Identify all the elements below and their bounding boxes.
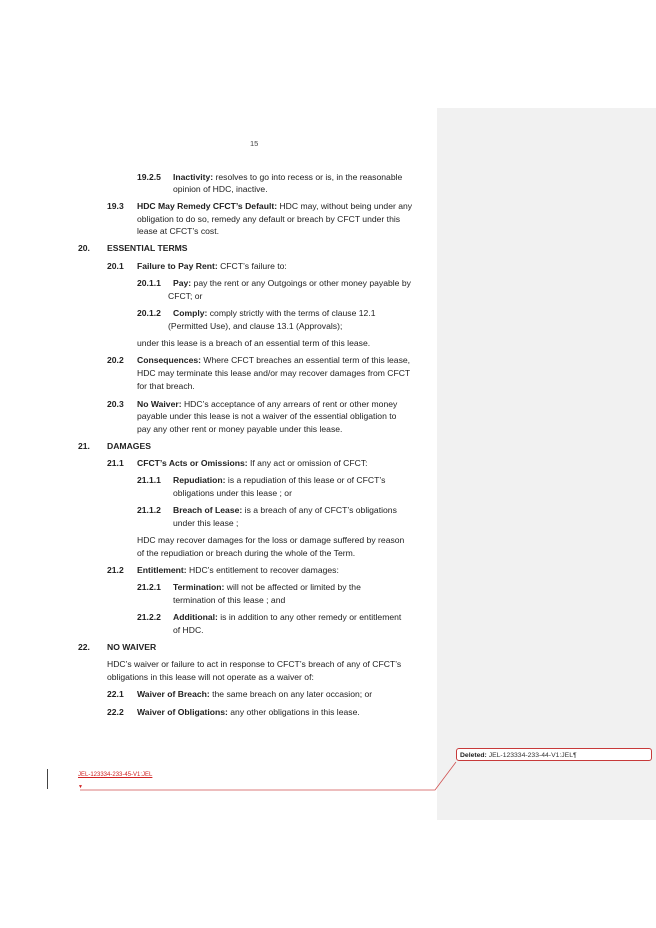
clause-number: 21.1.2	[137, 505, 161, 515]
clause-text: HDC may, without being under any	[277, 201, 413, 211]
clause-title: Breach of Lease:	[173, 505, 243, 515]
clause-title: Repudiation:	[173, 475, 226, 485]
clause-number: 20.1.2	[137, 308, 161, 318]
clause-number: 21.1.1	[137, 475, 161, 485]
clause-text: is a repudiation of this lease or of CFCT’s	[225, 475, 386, 485]
body-line: for that breach.	[137, 381, 195, 391]
clause-title: CFCT’s Acts or Omissions:	[137, 458, 248, 468]
clause-number: 21.1	[107, 458, 124, 468]
body-line: opinion of HDC, inactive.	[173, 184, 268, 194]
comment-value: JEL-123334-233-44-V1:JEL¶	[486, 752, 577, 759]
clause-title: Inactivity:	[173, 172, 214, 182]
clause-title: DAMAGES	[107, 441, 151, 451]
clause-text: resolves to go into recess or is, in the reasonable	[213, 172, 403, 182]
clause-number: 20.1.1	[137, 278, 161, 288]
body-line: under this lease ;	[173, 518, 239, 528]
clause-number: 20.3	[107, 399, 124, 409]
clause-title: Waiver of Breach:	[137, 689, 210, 699]
clause-text: HDC’s entitlement to recover damages:	[186, 565, 339, 575]
clause-text: will not be affected or limited by the	[224, 582, 361, 592]
clause-number: 20.	[78, 243, 90, 253]
body-line: of HDC.	[173, 625, 204, 635]
clause-title: NO WAIVER	[107, 642, 157, 652]
clause-number: 21.2.1	[137, 582, 161, 592]
body-line: obligation to do so, remedy any default or breach by CFCT under this	[137, 214, 401, 224]
clause-text: any other obligations in this lease.	[227, 707, 360, 717]
clause-title: Comply:	[173, 308, 208, 318]
clause-number: 19.3	[107, 201, 124, 211]
footer-doc-code: JEL-123334-233-45-V1:JEL	[78, 772, 153, 778]
clause-number: 21.2.2	[137, 612, 161, 622]
body-line: obligations under this lease ; or	[173, 488, 292, 498]
clause-number: 19.2.5	[137, 172, 161, 182]
deleted-comment-balloon[interactable]	[456, 748, 652, 761]
clause-text: pay the rent or any Outgoings or other money payable by	[191, 278, 411, 288]
clause-number: 22.1	[107, 689, 124, 699]
clause-text: is in addition to any other remedy or entitlement	[217, 612, 402, 622]
body-line: CFCT; or	[168, 291, 203, 301]
footer-marker: ▼	[78, 784, 83, 790]
body-line: obligations in this lease will not operate as a waiver of:	[107, 672, 314, 682]
clause-number: 20.2	[107, 355, 124, 365]
clause-title: HDC May Remedy CFCT’s Default:	[137, 201, 278, 211]
page-number: 15	[250, 139, 259, 148]
body-line: of the repudiation or breach during the whole of the Term.	[137, 548, 356, 558]
clause-text: the same breach on any later occasion; or	[209, 689, 373, 699]
body-line: (Permitted Use), and clause 13.1 (Approvals);	[168, 321, 343, 331]
clause-title: Failure to Pay Rent:	[137, 261, 218, 271]
body-line: pay any other rent or money payable under this lease.	[137, 424, 343, 434]
body-line: HDC’s waiver or failure to act in response to CFCT’s breach of any of CFCT’s	[107, 659, 402, 669]
clause-number: 22.	[78, 642, 90, 652]
clause-text: HDC’s acceptance of any arrears of rent or other money	[181, 399, 398, 409]
clause-number: 22.2	[107, 707, 124, 717]
clause-number: 21.	[78, 441, 90, 451]
clause-number: 20.1	[107, 261, 124, 271]
clause-title: Entitlement:	[137, 565, 187, 575]
clause-title: No Waiver:	[137, 399, 182, 409]
clause-text: If any act or omission of CFCT:	[247, 458, 368, 468]
clause-title: ESSENTIAL TERMS	[107, 243, 188, 253]
clause-title: Termination:	[173, 582, 225, 592]
body-line: under this lease is a breach of an essential term of this lease.	[137, 338, 371, 348]
clause-title: Consequences:	[137, 355, 201, 365]
clause-title: Pay:	[173, 278, 192, 288]
clause-title: Waiver of Obligations:	[137, 707, 228, 717]
comment-label: Deleted:	[460, 752, 487, 759]
body-line: termination of this lease ; and	[173, 595, 286, 605]
clause-text: comply strictly with the terms of clause 12.1	[207, 308, 376, 318]
body-line: payable under this lease is not a waiver of the essential obligation to	[137, 411, 397, 421]
body-line: HDC may terminate this lease and/or may recover damages from CFCT	[137, 368, 411, 378]
clause-number: 21.2	[107, 565, 124, 575]
body-line: HDC may recover damages for the loss or damage suffered by reason	[137, 535, 405, 545]
clause-text: CFCT’s failure to:	[217, 261, 287, 271]
body-line: lease at CFCT’s cost.	[137, 226, 219, 236]
clause-text: Where CFCT breaches an essential term of this lease,	[201, 355, 411, 365]
clause-text: is a breach of any of CFCT’s obligations	[242, 505, 397, 515]
clause-title: Additional:	[173, 612, 218, 622]
